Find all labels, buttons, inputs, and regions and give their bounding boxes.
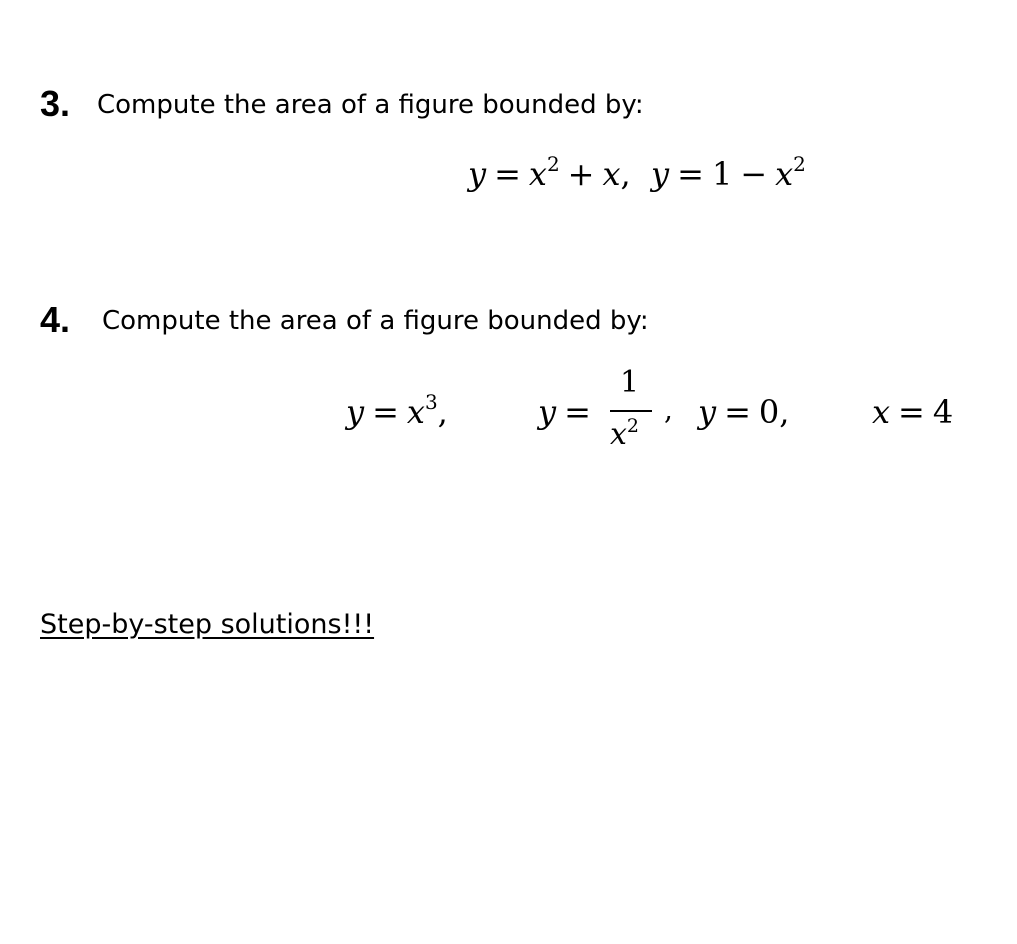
fraction-denominator: $x^2$	[610, 415, 640, 452]
problem-number: 4.	[40, 299, 71, 340]
problem-prompt: Compute the area of a figure bounded by:	[102, 306, 649, 336]
problem-number: 3.	[40, 83, 71, 124]
problem-prompt: Compute the area of a figure bounded by:	[97, 90, 644, 120]
equation-line: $y = x^2 + x$, $y = 1 - x^2$	[468, 152, 806, 193]
solutions-note: Step-by-step solutions!!!	[40, 609, 375, 640]
curve-reciprocal-lhs: y =	[538, 393, 591, 431]
curve-x-four: x = 4	[872, 393, 954, 431]
fraction-comma: ,	[664, 393, 673, 426]
curve-y-zero: y = 0,	[698, 393, 790, 431]
fraction-bar	[610, 410, 652, 412]
fraction-numerator: 1	[620, 365, 640, 400]
curve-cubic: $y = x^3$,	[346, 390, 448, 431]
